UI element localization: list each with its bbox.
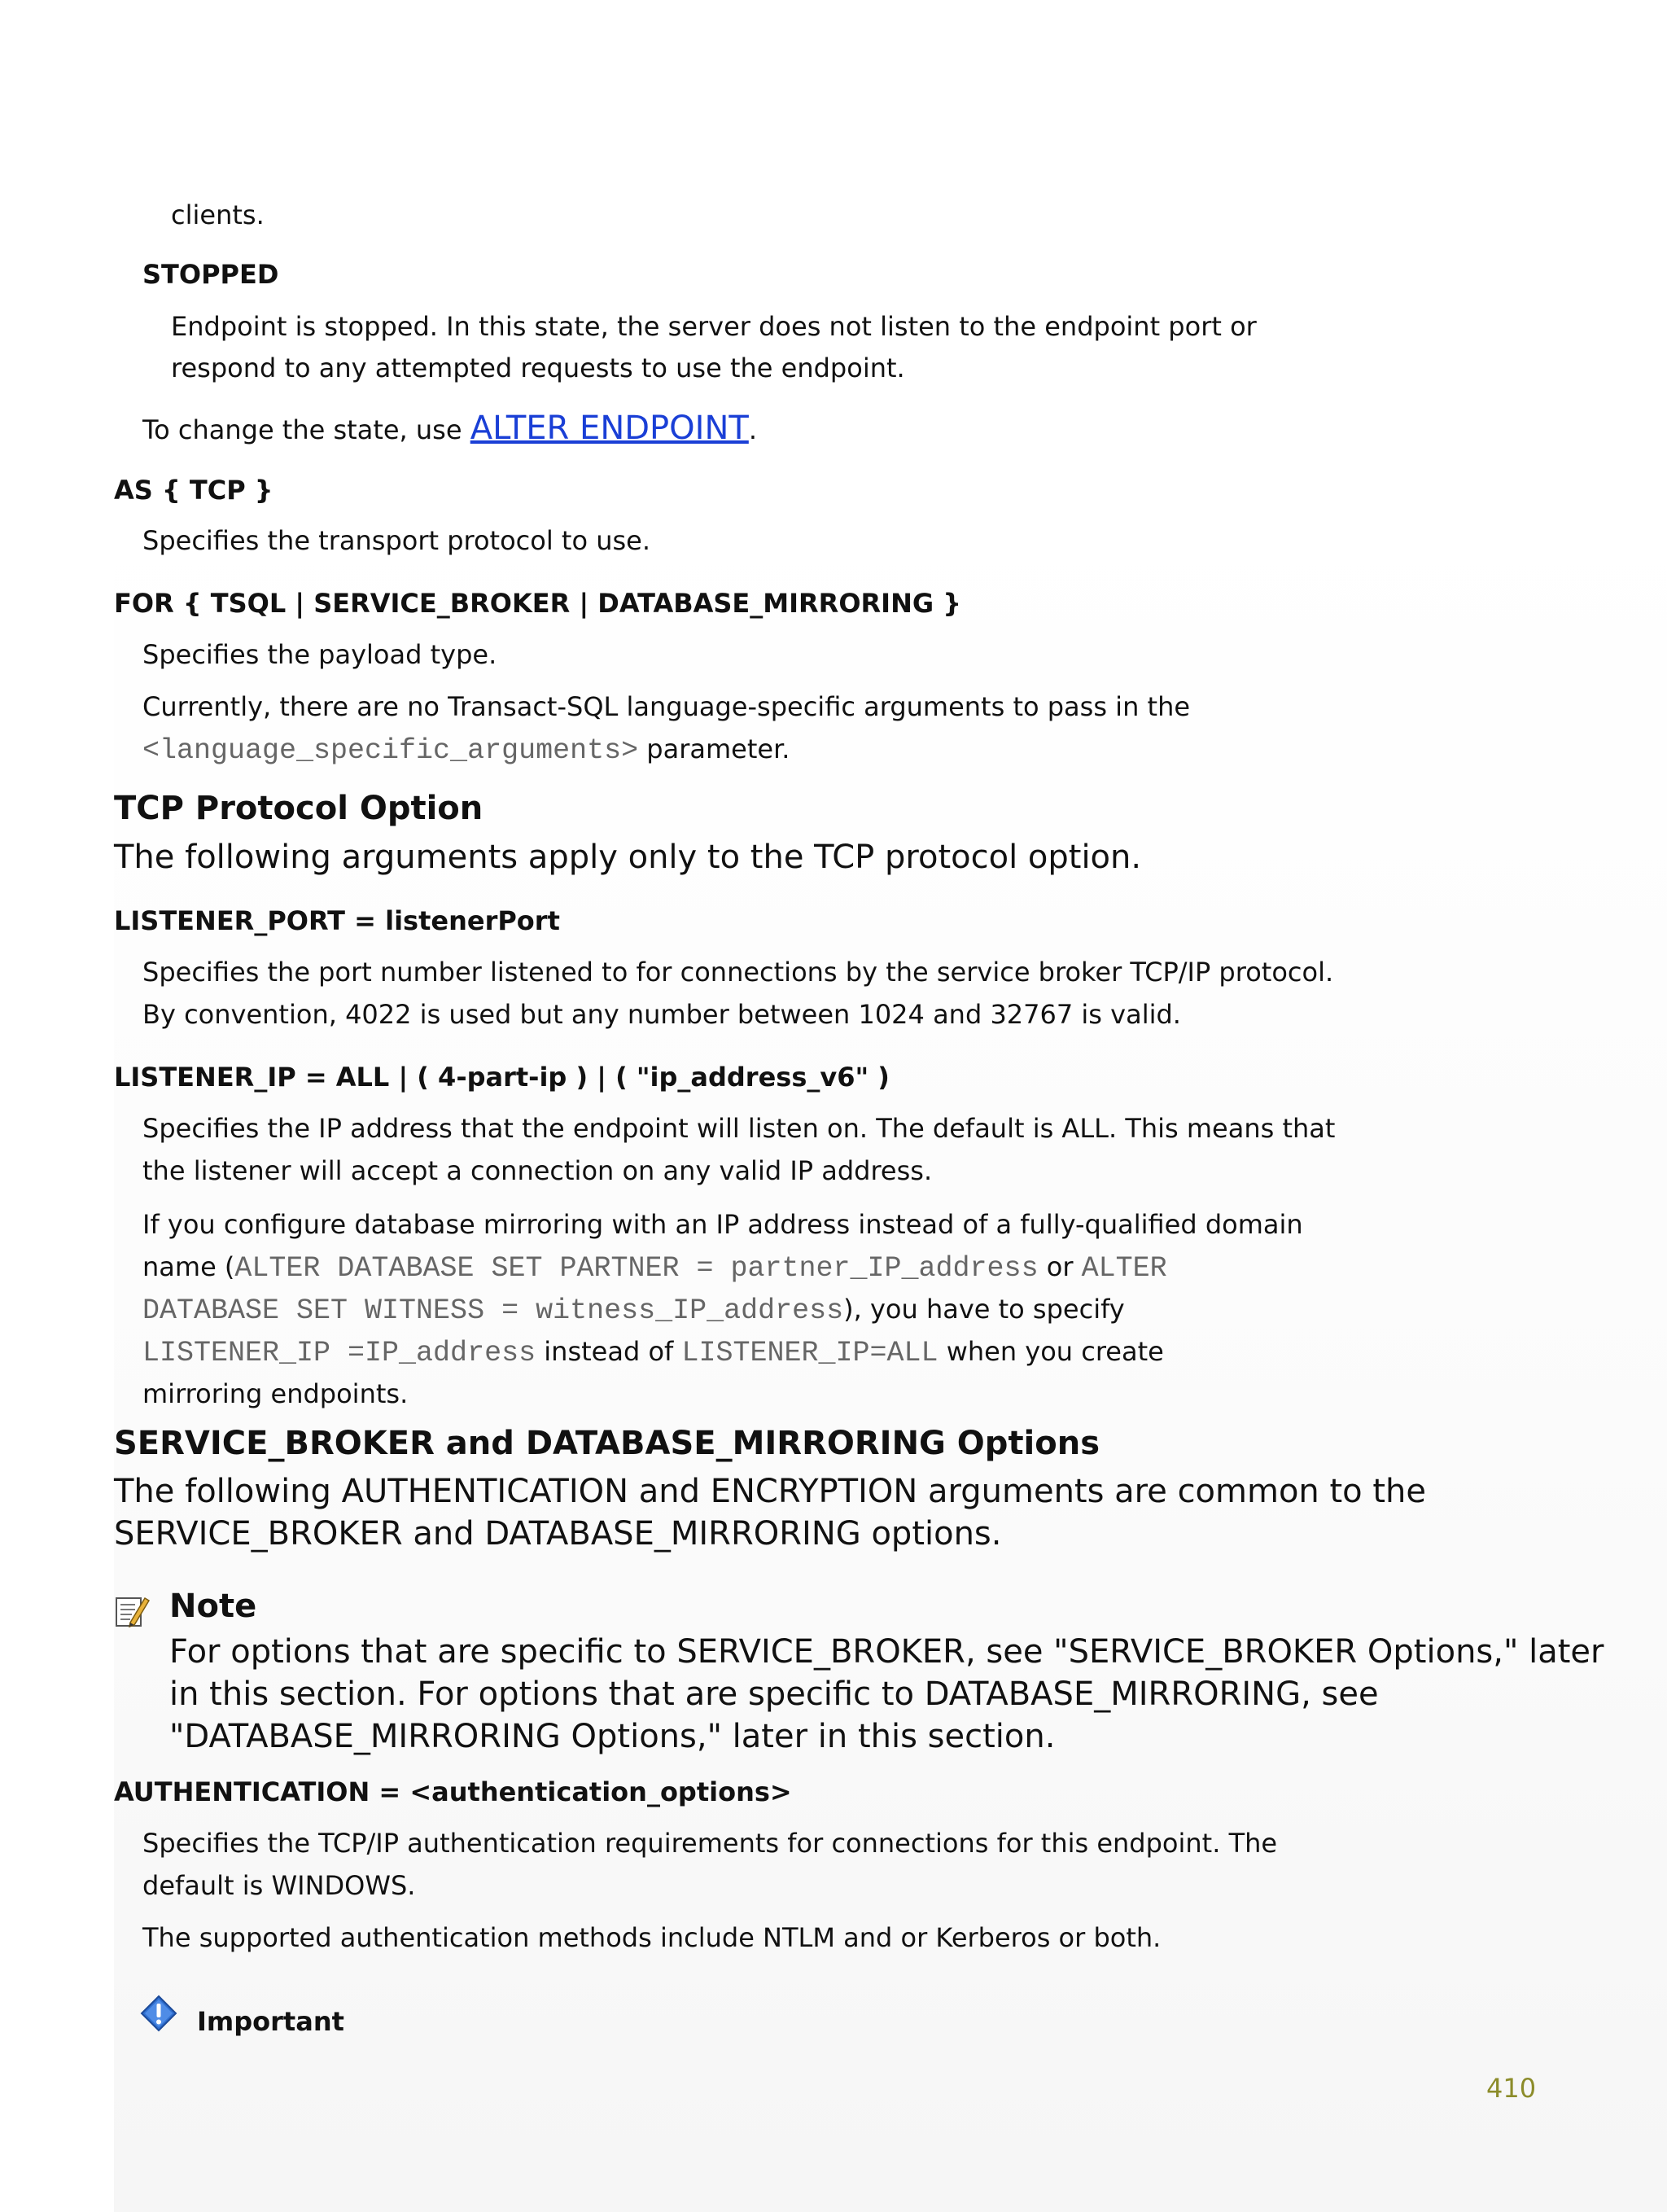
alter-code: ALTER [1081, 1252, 1167, 1285]
for-desc2-suffix: parameter. [638, 734, 790, 764]
service-broker-lead-line-2: SERVICE_BROKER and DATABASE_MIRRORING options. [114, 1515, 1002, 1553]
witness-code: DATABASE SET WITNESS = witness_IP_address [142, 1294, 844, 1327]
mirroring-text: when you create [938, 1336, 1164, 1367]
mirroring-line-4 [142, 1330, 1164, 1374]
authentication-term: AUTHENTICATION = <authentication_options> [114, 1776, 792, 1807]
mirroring-line-5: mirroring endpoints. [142, 1378, 409, 1409]
mirroring-text: or [1038, 1251, 1082, 1282]
note-line-2: in this section. For options that are specific to DATABASE_MIRRORING, see [169, 1675, 1379, 1713]
authentication-desc-line-2: default is WINDOWS. [142, 1870, 416, 1901]
alter-partner-code: ALTER DATABASE SET PARTNER = partner_IP_address [234, 1252, 1039, 1285]
clients-text: clients. [171, 199, 265, 230]
for-desc2-line-2 [142, 728, 790, 772]
important-icon [140, 1995, 177, 2032]
listener-ip-desc-line-2: the listener will accept a connection on any valid IP address. [142, 1155, 933, 1186]
for-desc: Specifies the payload type. [142, 639, 497, 670]
note-title: Note [169, 1588, 257, 1625]
listener-ip-desc-line-1: Specifies the IP address that the endpoint will listen on. The default is ALL. This means that [142, 1113, 1336, 1144]
note-line-1: For options that are specific to SERVICE_BROKER, see "SERVICE_BROKER Options," later [169, 1633, 1604, 1671]
language-arguments-code: <language_specific_arguments> [142, 734, 639, 767]
mirroring-line-3 [142, 1288, 1125, 1332]
change-state-suffix: . [748, 414, 757, 445]
service-broker-lead-line-1: The following AUTHENTICATION and ENCRYPTION arguments are common to the [114, 1473, 1427, 1510]
for-desc2-line-1: Currently, there are no Transact-SQL language-specific arguments to pass in the [142, 691, 1191, 722]
stopped-desc-line-1: Endpoint is stopped. In this state, the server does not listen to the endpoint port or [171, 311, 1257, 342]
alter-endpoint-link[interactable]: ALTER ENDPOINT [470, 410, 749, 447]
change-state-line [142, 407, 757, 451]
authentication-desc-line-3: The supported authentication methods include NTLM and or Kerberos or both. [142, 1922, 1162, 1953]
stopped-term: STOPPED [142, 259, 279, 290]
service-broker-heading: SERVICE_BROKER and DATABASE_MIRRORING Options [114, 1425, 1100, 1462]
listener-port-desc-line-1: Specifies the port number listened to for connections by the service broker TCP/IP protocol. [142, 957, 1334, 988]
mirroring-line-2 [142, 1246, 1167, 1290]
tcp-protocol-heading: TCP Protocol Option [114, 790, 483, 827]
change-state-prefix: To change the state, use [142, 414, 470, 445]
page-number: 410 [1486, 2073, 1537, 2104]
as-tcp-desc: Specifies the transport protocol to use. [142, 525, 651, 556]
note-icon [114, 1593, 150, 1629]
authentication-desc-line-1: Specifies the TCP/IP authentication requirements for connections for this endpoint. The [142, 1828, 1278, 1859]
as-tcp-term: AS { TCP } [114, 475, 273, 506]
listener-ip-address-code: LISTENER_IP =IP_address [142, 1337, 536, 1369]
listener-ip-term: LISTENER_IP = ALL | ( 4-part-ip ) | ( "ip_address_v6" ) [114, 1062, 890, 1093]
mirroring-text: instead of [536, 1336, 682, 1367]
listener-port-desc-line-2: By convention, 4022 is used but any number between 1024 and 32767 is valid. [142, 999, 1181, 1030]
note-line-3: "DATABASE_MIRRORING Options," later in this section. [169, 1718, 1056, 1755]
mirroring-text: name ( [142, 1251, 235, 1282]
tcp-lead-text: The following arguments apply only to the TCP protocol option. [114, 839, 1142, 876]
mirroring-text: ), you have to specify [843, 1294, 1125, 1325]
important-title: Important [197, 2006, 344, 2037]
for-term: FOR { TSQL | SERVICE_BROKER | DATABASE_MIRRORING } [114, 588, 962, 619]
stopped-desc-line-2: respond to any attempted requests to use the endpoint. [171, 353, 905, 383]
mirroring-line-1: If you configure database mirroring with an IP address instead of a fully-qualified domain [142, 1209, 1303, 1240]
listener-port-term: LISTENER_PORT = listenerPort [114, 905, 560, 936]
listener-ip-all-code: LISTENER_IP=ALL [681, 1337, 939, 1369]
